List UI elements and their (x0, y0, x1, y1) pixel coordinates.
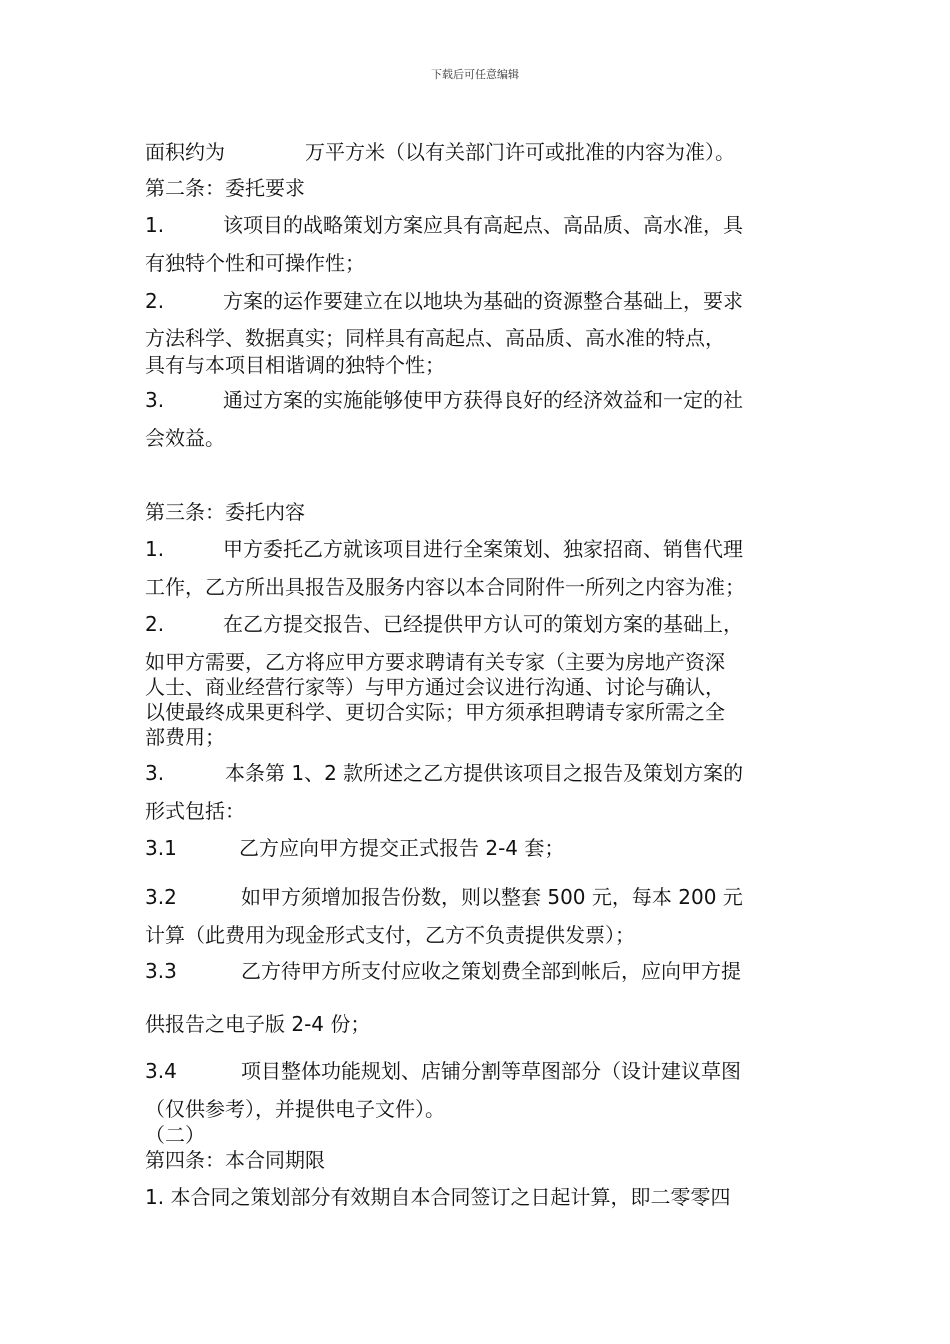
text-line: 人士、商业经营行家等）与甲方通过会议进行沟通、讨论与确认， (145, 675, 725, 699)
text-segment: 万平方米（以有关部门许可或批准的内容为准）。 (305, 140, 735, 164)
item-text: 方案的运作要建立在以地块为基础的资源整合基础上，要求 (223, 289, 743, 313)
list-item (145, 536, 743, 562)
text-segment: 面积约为 (145, 140, 225, 164)
text-line (145, 139, 735, 165)
text-line: 工作，乙方所出具报告及服务内容以本合同附件一所列之内容为准； (145, 575, 745, 599)
item-number: 2. (145, 289, 165, 313)
list-item (145, 212, 743, 238)
item-number: 3.4 (145, 1059, 177, 1083)
item-number: 3.2 (145, 885, 177, 909)
text-line: 具有与本项目相谐调的独特个性； (145, 353, 445, 377)
list-item (145, 760, 743, 786)
item-text: 项目整体功能规划、店铺分割等草图部分（设计建议草图 (241, 1059, 741, 1083)
list-item (145, 1058, 741, 1084)
item-text: 在乙方提交报告、已经提供甲方认可的策划方案的基础上， (223, 612, 743, 636)
section-heading: 第三条：委托内容 (145, 500, 305, 524)
item-number: 1. (145, 213, 165, 237)
section-heading: 第二条：委托要求 (145, 176, 305, 200)
section-heading: 第四条：本合同期限 (145, 1148, 325, 1172)
item-text: 乙方待甲方所支付应收之策划费全部到帐后，应向甲方提 (241, 959, 741, 983)
list-item (145, 387, 743, 413)
item-number: 3. (145, 388, 165, 412)
text-line: 供报告之电子版 2-4 份； (145, 1012, 371, 1036)
text-line: 方法科学、数据真实；同样具有高起点、高品质、高水准的特点， (145, 326, 725, 350)
item-number: 3.3 (145, 959, 177, 983)
page-header: 下载后可任意编辑 (431, 68, 519, 81)
text-line: 部费用； (145, 725, 225, 749)
item-text: 甲方委托乙方就该项目进行全案策划、独家招商、销售代理 (223, 537, 743, 561)
item-number: 2. (145, 612, 165, 636)
text-line: 会效益。 (145, 426, 225, 450)
text-line: 形式包括： (145, 799, 245, 823)
item-number: 1. (145, 1185, 165, 1209)
text-line (145, 1184, 730, 1210)
item-text: 通过方案的实施能够使甲方获得良好的经济效益和一定的社 (223, 388, 743, 412)
item-text: 本合同之策划部分有效期自本合同签订之日起计算，即二零零四 (170, 1185, 731, 1209)
item-text: 该项目的战略策划方案应具有高起点、高品质、高水准，具 (223, 213, 743, 237)
item-text: 乙方应向甲方提交正式报告 2-4 套； (239, 836, 565, 860)
text-line: 计算（此费用为现金形式支付，乙方不负责提供发票）； (145, 923, 635, 947)
item-number: 3.1 (145, 836, 177, 860)
item-number: 3. (145, 761, 165, 785)
text-line: 以使最终成果更科学、更切合实际；甲方须承担聘请专家所需之全 (145, 700, 725, 724)
text-line: 如甲方需要，乙方将应甲方要求聘请有关专家（主要为房地产资深 (145, 650, 725, 674)
list-item (145, 611, 743, 637)
item-text: 本条第 1、2 款所述之乙方提供该项目之报告及策划方案的 (225, 761, 744, 785)
list-item (145, 288, 743, 314)
text-line: （二） (145, 1123, 205, 1147)
list-item (145, 958, 741, 984)
list-item (145, 835, 564, 861)
text-line: 有独特个性和可操作性； (145, 251, 365, 275)
text-line: （仅供参考），并提供电子文件）。 (145, 1097, 445, 1121)
list-item (145, 884, 743, 910)
item-number: 1. (145, 537, 165, 561)
item-text: 如甲方须增加报告份数，则以整套 500 元，每本 200 元 (241, 885, 743, 909)
